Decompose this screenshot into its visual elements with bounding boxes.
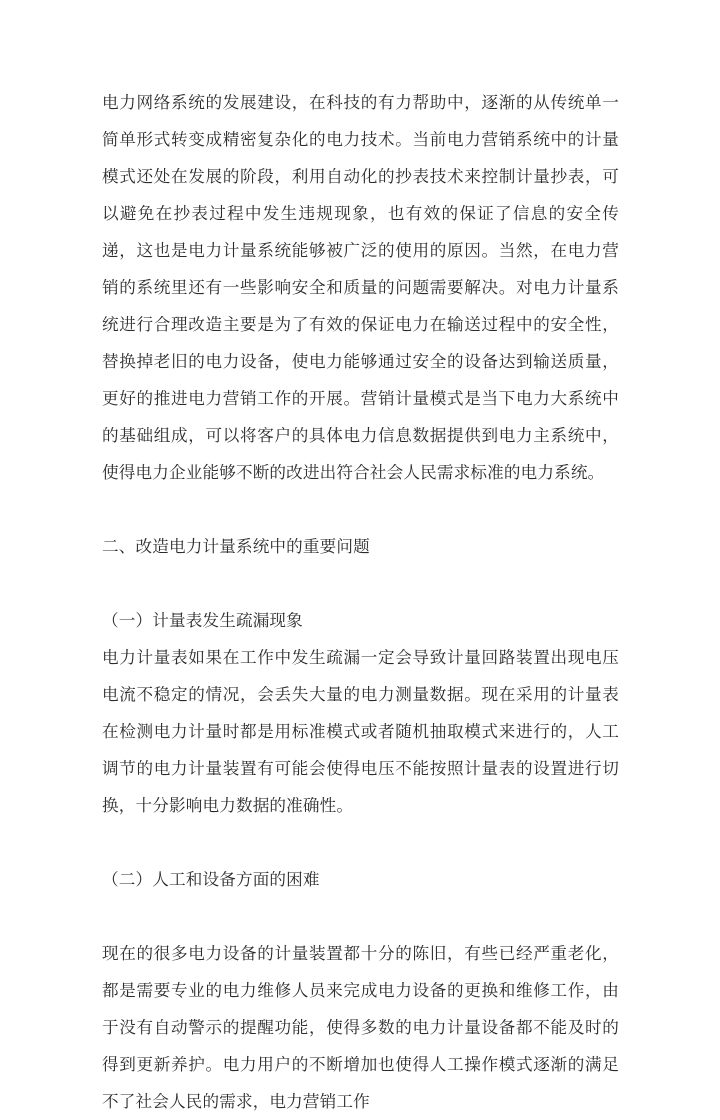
body-paragraph: 电力网络系统的发展建设，在科技的有力帮助中，逐渐的从传统单一简单形式转变成精密复杂化的电力技术。当前电力营销系统中的计量模式还处在发展的阶段，利用自动化的抄表技术来控制计量抄表，可以避免在抄表过程中发生违规现象，也有效的保证了信息的安全传递，这也是电力计量系统能够被广泛的使用的原因。当然，在电力营销的系统里还有一些影响安全和质量的问题需要解决。对电力计量系统进行合理改造主要是为了有效的保证电力在输送过程中的安全性，替换掉老旧的电力设备，使电力能够通过安全的设备达到输送质量，更好的推进电力营销工作的开展。营销计量模式是当下电力大系统中的基础组成，可以将客户的具体电力信息数据提供到电力主系统中，使得电力企业能够不断的改进出符合社会人民需求标准的电力系统。 (102, 93, 619, 482)
paragraph-spacer (102, 565, 619, 602)
section-heading-level1: 二、改造电力计量系统中的重要问题 (102, 537, 370, 556)
section-heading-level2-a: （一）计量表发生疏漏现象 (102, 611, 303, 630)
paragraph-spacer (102, 898, 619, 935)
section-heading-level2-b: （二）人工和设备方面的困难 (102, 870, 320, 889)
body-paragraph: 现在的很多电力设备的计量装置都十分的陈旧，有些已经严重老化，都是需要专业的电力维修人员来完成电力设备的更换和维修工作，由于没有自动警示的提醒功能，使得多数的电力计量设备都不能及时的得到更新养护。电力用户的不断增加也使得人工操作模式逐渐的满足不了社会人民的需求，电力营销工作 (102, 944, 619, 1111)
body-paragraph: 电力计量表如果在工作中发生疏漏一定会导致计量回路装置出现电压电流不稳定的情况，会丢失大量的电力测量数据。现在采用的计量表在检测电力计量时都是用标准模式或者随机抽取模式来进行的，人工调节的电力计量装置有可能会使得电压不能按照计量表的设置进行切换，十分影响电力数据的准确性。 (102, 648, 619, 815)
document-text-column (102, 84, 619, 1120)
paragraph-spacer (102, 491, 619, 528)
paragraph-spacer (102, 824, 619, 861)
